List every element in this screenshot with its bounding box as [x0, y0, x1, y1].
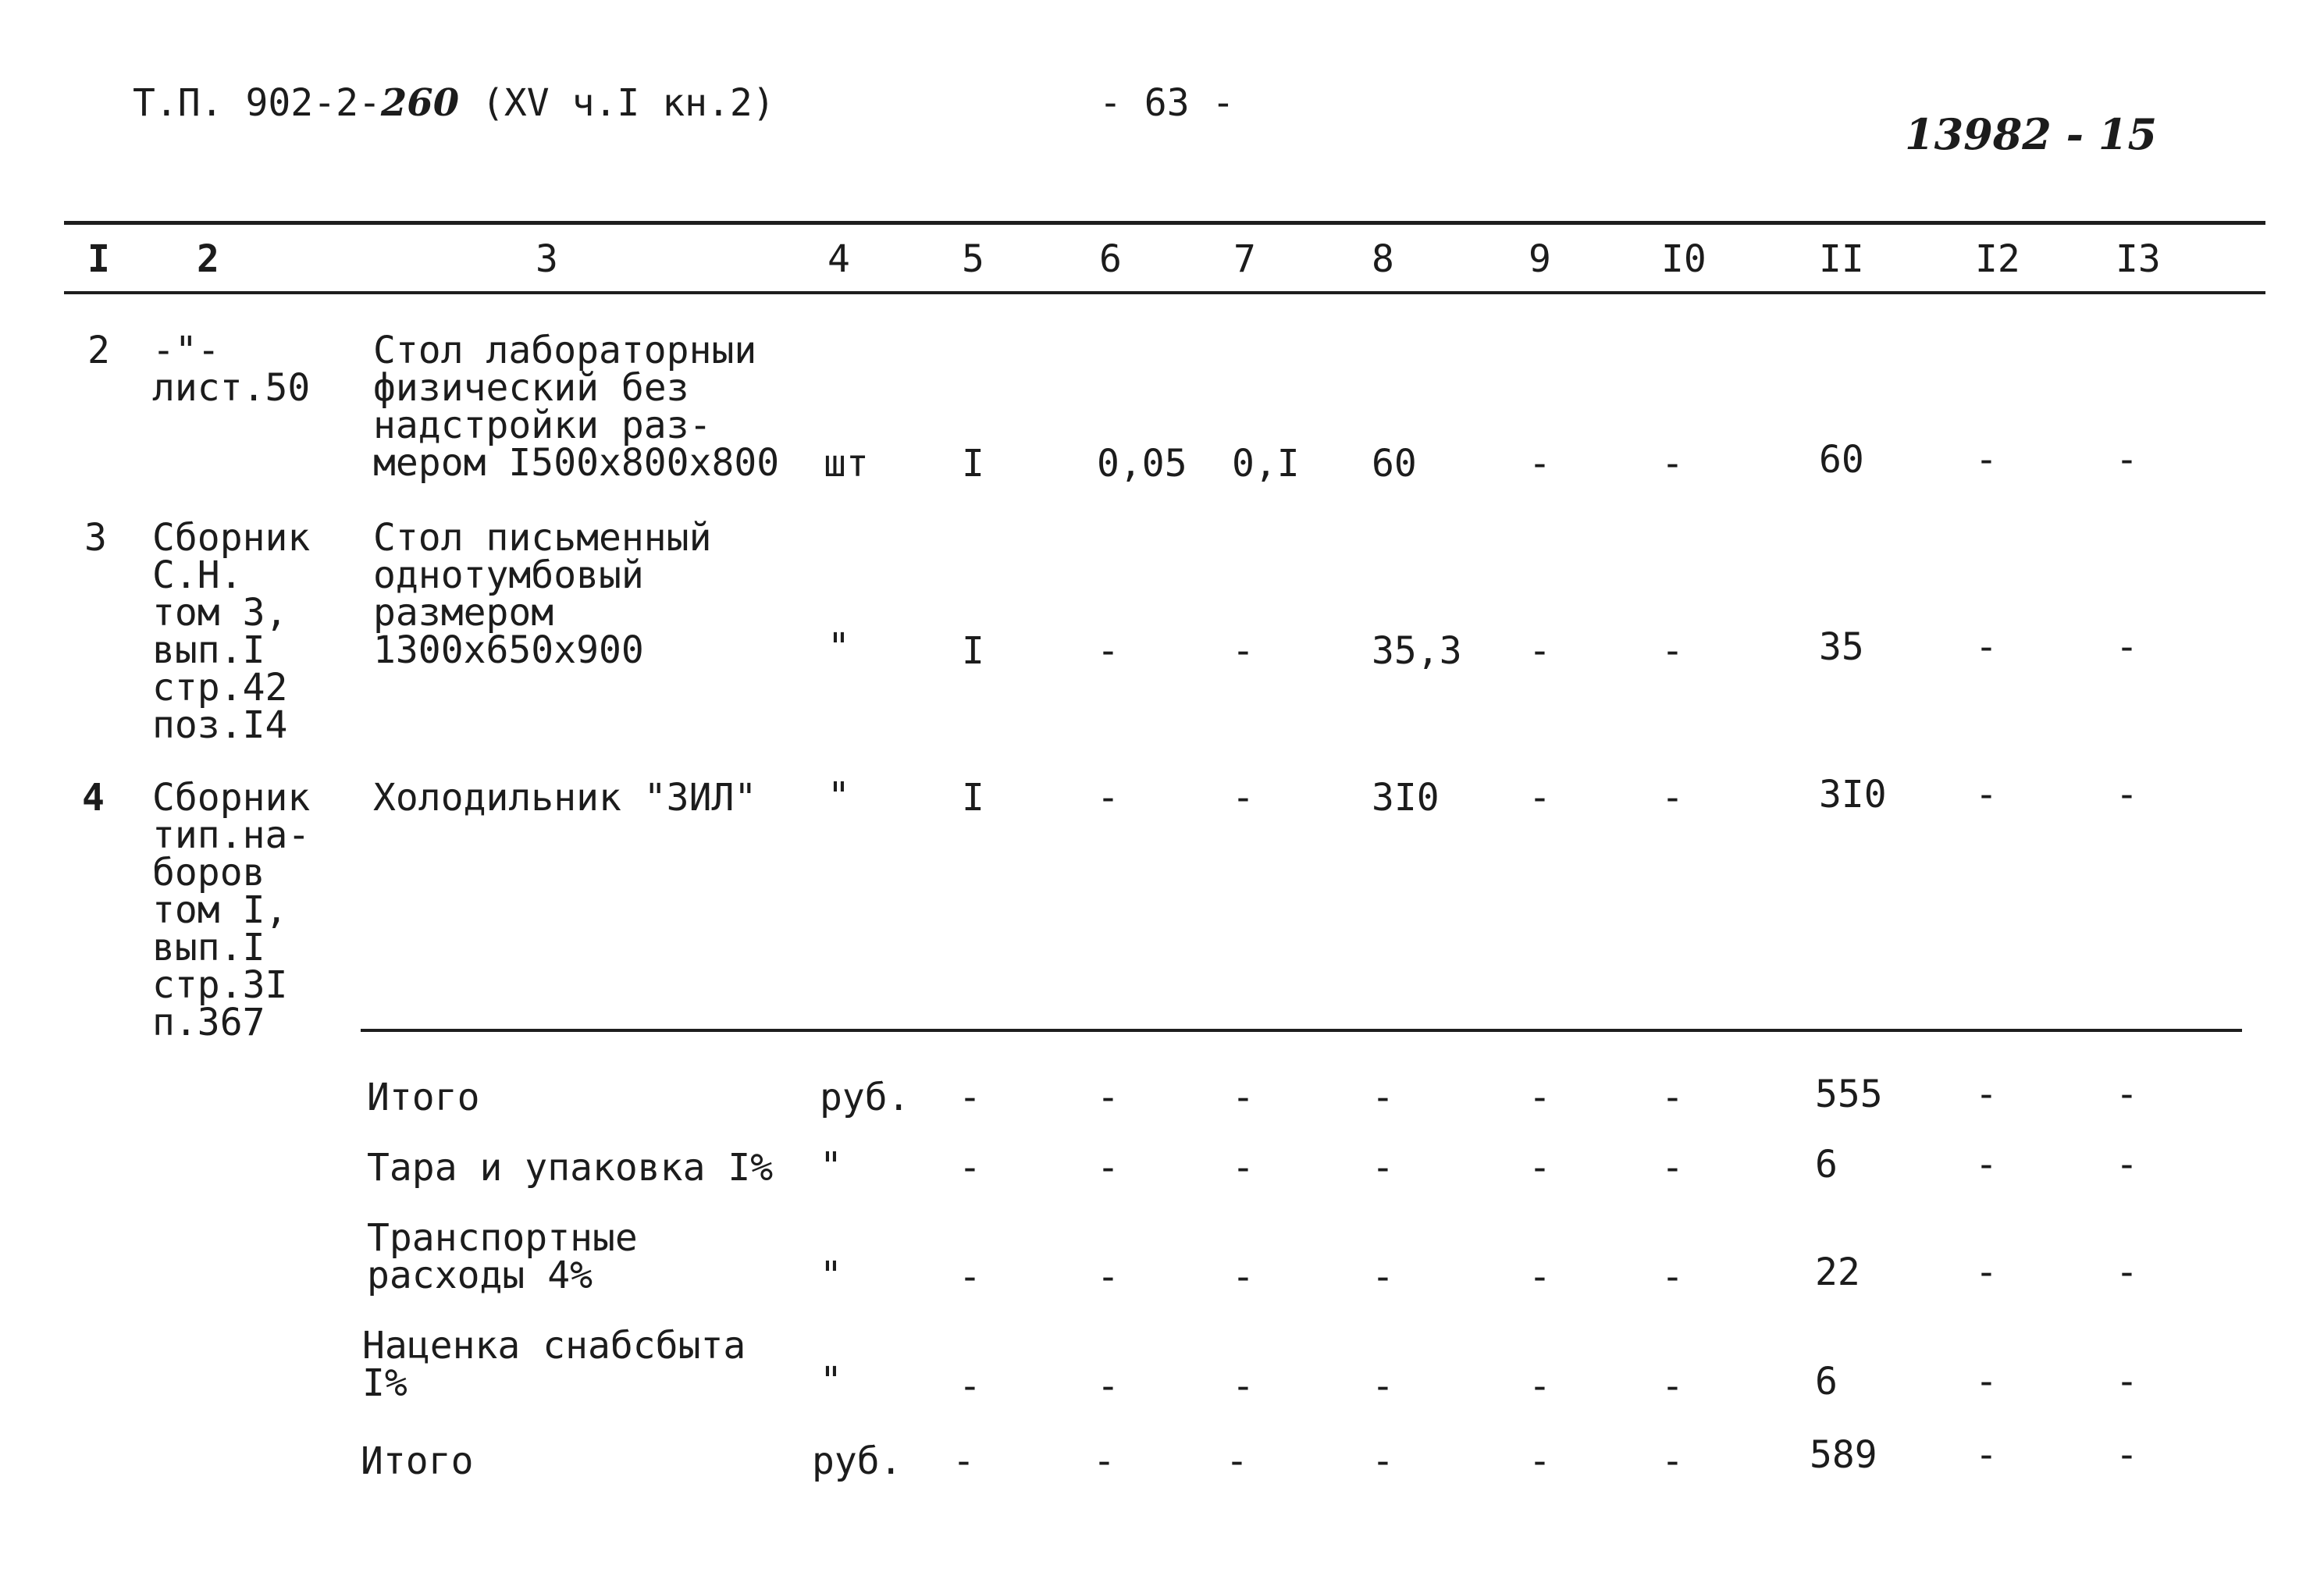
col8-value: 3I0	[1372, 776, 1440, 820]
summary-unit: руб.	[820, 1076, 910, 1119]
col12-value: -	[1975, 1360, 1998, 1403]
col-header-13: I3	[2116, 237, 2161, 281]
col10-value: -	[1661, 1439, 1684, 1483]
col9-value: -	[1529, 776, 1551, 820]
table-top-rule	[64, 221, 2265, 225]
page-number: - 63 -	[1099, 81, 1235, 125]
source-reference: Сборник тип.на- боров том I, вып.I стр.3I п.367	[152, 776, 311, 1044]
col5-value: -	[959, 1076, 981, 1119]
col9-value: -	[1529, 629, 1551, 673]
unit: шт	[824, 442, 869, 486]
col9-value: -	[1529, 1364, 1551, 1408]
col9-value: -	[1529, 1076, 1551, 1119]
quantity: I	[962, 629, 984, 673]
item-name: Стол лабораторныи физический без надстройки раз- мером I500х800х800	[373, 329, 780, 485]
col8-value: 60	[1372, 442, 1417, 486]
col10-value: -	[1661, 1255, 1684, 1299]
col-header-2: 2	[197, 237, 219, 281]
col6-value: -	[1097, 1076, 1119, 1119]
col12-value: -	[1975, 1073, 1998, 1116]
col13-value: -	[2116, 1250, 2138, 1294]
registration-stamp: 13982 - 15	[1905, 109, 2158, 159]
col8-value: -	[1372, 1076, 1394, 1119]
col12-value: -	[1975, 438, 1998, 482]
col9-value: -	[1529, 1439, 1551, 1483]
col6-value: -	[1097, 629, 1119, 673]
summary-unit: "	[820, 1359, 842, 1403]
summary-name: Транспортные расходы 4%	[367, 1216, 638, 1297]
row-number: 2	[87, 329, 110, 372]
col-header-7: 7	[1233, 237, 1256, 281]
col7-value: -	[1232, 776, 1255, 820]
unit: "	[827, 774, 850, 818]
col-header-6: 6	[1099, 237, 1122, 281]
col-header-10: I0	[1661, 237, 1707, 281]
col-header-1: I	[87, 237, 110, 281]
col9-value: -	[1529, 1146, 1551, 1190]
col6-value: -	[1093, 1439, 1116, 1483]
col-header-12: I2	[1975, 237, 2020, 281]
col6-value: 0,05	[1097, 442, 1187, 486]
col9-value: -	[1529, 442, 1551, 486]
col11-value: 555	[1815, 1073, 1883, 1116]
col13-value: -	[2116, 1073, 2138, 1116]
col8-value: -	[1372, 1364, 1394, 1408]
col-header-9: 9	[1529, 237, 1551, 281]
col8-value: -	[1372, 1439, 1394, 1483]
col10-value: -	[1661, 1076, 1684, 1119]
col11-value: 589	[1810, 1433, 1877, 1477]
col6-value: -	[1097, 1146, 1119, 1190]
col13-value: -	[2116, 625, 2138, 669]
col9-value: -	[1529, 1255, 1551, 1299]
doc-suffix: (XV ч.I кн.2)	[482, 81, 775, 125]
col5-value: -	[959, 1364, 981, 1408]
col-header-5: 5	[962, 237, 984, 281]
col10-value: -	[1661, 442, 1684, 486]
col13-value: -	[2116, 1360, 2138, 1403]
col7-value: -	[1232, 629, 1255, 673]
row-number: 4	[82, 776, 105, 820]
col-header-8: 8	[1372, 237, 1394, 281]
col11-value: 6	[1815, 1143, 1838, 1186]
summary-name: Наценка снабсбыта I%	[362, 1324, 746, 1405]
col13-value: -	[2116, 438, 2138, 482]
col11-value: 3I0	[1819, 773, 1887, 816]
source-reference: -"- лист.50	[152, 329, 311, 410]
col8-value: -	[1372, 1255, 1394, 1299]
quantity: I	[962, 442, 984, 486]
col13-value: -	[2116, 1433, 2138, 1477]
summary-name: Итого	[367, 1076, 480, 1119]
col11-value: 22	[1815, 1250, 1860, 1294]
col11-value: 35	[1819, 625, 1864, 669]
col13-value: -	[2116, 773, 2138, 816]
summary-name: Итого	[361, 1439, 474, 1483]
row-number: 3	[84, 516, 107, 560]
col5-value: -	[952, 1439, 975, 1483]
col10-value: -	[1661, 1146, 1684, 1190]
col11-value: 6	[1815, 1360, 1838, 1403]
col12-value: -	[1975, 625, 1998, 669]
col7-value: -	[1232, 1364, 1255, 1408]
summary-unit: "	[820, 1144, 842, 1188]
totals-rule	[361, 1029, 2242, 1032]
col7-value: 0,I	[1232, 442, 1300, 486]
col8-value: 35,3	[1372, 629, 1462, 673]
document-code	[133, 81, 775, 125]
col13-value: -	[2116, 1143, 2138, 1186]
summary-unit: "	[820, 1254, 842, 1297]
item-name: Стол письменный однотумбовый размером 1300х650х900	[373, 516, 712, 672]
unit: "	[827, 625, 850, 669]
col11-value: 60	[1819, 438, 1864, 482]
col6-value: -	[1097, 1364, 1119, 1408]
col10-value: -	[1661, 629, 1684, 673]
col10-value: -	[1661, 776, 1684, 820]
header-bottom-rule	[64, 291, 2265, 294]
col12-value: -	[1975, 1143, 1998, 1186]
doc-handwritten-number: 260	[380, 81, 460, 125]
col5-value: -	[959, 1146, 981, 1190]
col-header-11: II	[1819, 237, 1864, 281]
quantity: I	[962, 776, 984, 820]
source-reference: Сборник С.Н. том 3, вып.I стр.42 поз.I4	[152, 516, 311, 747]
col10-value: -	[1661, 1364, 1684, 1408]
col-header-3: 3	[536, 237, 558, 281]
col12-value: -	[1975, 1250, 1998, 1294]
summary-unit: руб.	[812, 1439, 902, 1483]
col6-value: -	[1097, 776, 1119, 820]
col8-value: -	[1372, 1146, 1394, 1190]
col12-value: -	[1975, 773, 1998, 816]
col7-value: -	[1226, 1439, 1248, 1483]
col6-value: -	[1097, 1255, 1119, 1299]
col12-value: -	[1975, 1433, 1998, 1477]
col-header-4: 4	[827, 237, 850, 281]
col5-value: -	[959, 1255, 981, 1299]
doc-prefix: Т.П. 902-2-	[133, 81, 381, 125]
item-name: Холодильник "ЗИЛ"	[373, 776, 757, 820]
col7-value: -	[1232, 1076, 1255, 1119]
summary-name: Тара и упаковка I%	[367, 1146, 774, 1190]
col7-value: -	[1232, 1255, 1255, 1299]
col7-value: -	[1232, 1146, 1255, 1190]
